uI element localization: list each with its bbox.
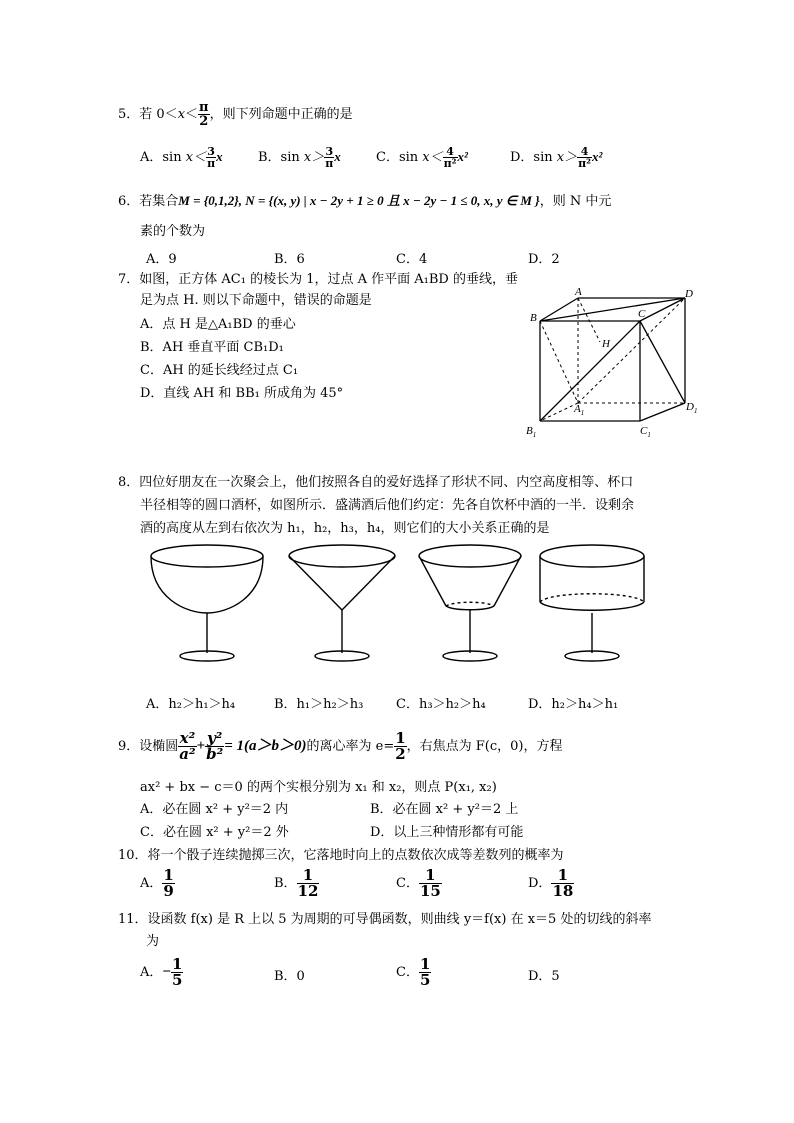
cube-label-c1: $C_1$ [640,425,651,439]
q5-option-d: D．sin x＞ $\frac{4}{\text{π²}}$ x² [510,145,603,170]
glass-frustum [419,545,521,661]
cube-label-a: A [575,286,582,298]
q7-option-c: C．AH 的延长线经过点 C₁ [140,363,299,378]
q6-option-d: D．2 [528,252,560,267]
q8-option-b: B．h₁＞h₂＞h₃ [274,697,364,712]
q11-option-c: C． $\frac{1}{5}$ [396,955,431,989]
q8-stem-line3: 酒的高度从左到右依次为 h₁，h₂，h₃，h₄，则它们的大小关系正确的是 [140,521,550,536]
glass-cone [289,545,395,661]
q9-option-c: C．必在圆 x² + y²＝2 外 [140,825,289,840]
q5-stem-post: ，则下列命题中正确的是 [209,107,353,122]
cube-label-d1: $D_1$ [686,401,698,415]
cube-label-b: B [530,312,537,324]
q5-option-c: C．sin x＜ $\frac{4}{\text{π²}}$ x² [376,145,468,170]
q11-option-d: D．5 [528,969,560,984]
q5-stem [118,101,353,128]
q5-option-b: B．sin x＞ $\frac{3}{\pi}$ x [258,145,341,170]
q7-stem-line2: 足为点 H. 则以下命题中，错误的命题是 [140,293,372,308]
q5-option-a: A．sin x＜ $\frac{3}{\pi}$ x [140,145,223,170]
q9-frac-e: $\frac{1}{2}$ [395,729,406,763]
q7-stem-line1: 7．如图，正方体 AC₁ 的棱长为 1，过点 A 作平面 A₁BD 的垂线，垂 [118,272,518,287]
q8-option-a: A．h₂＞h₁＞h₄ [146,697,236,712]
q10-stem: 10．将一个骰子连续抛掷三次，它落地时向上的点数依次成等差数列的概率为 [118,848,564,863]
q10-option-a: A． $\frac{1}{9}$ [140,866,174,900]
q7-option-d: D．直线 AH 和 BB₁ 所成角为 45° [140,386,344,401]
cube-label-b1: $B_1$ [526,425,537,439]
q11-stem-line1: 11．设函数 f(x) 是 R 上以 5 为周期的可导偶函数，则曲线 y＝f(x) 在 x＝5 处的切线的斜率 [118,912,652,927]
q11-stem-line2: 为 [146,934,160,949]
q6-option-a: A．9 [146,252,177,267]
q8-stem-line2: 半径相等的圆口酒杯，如图所示．盛满酒后他们约定：先各自饮杯中酒的一半．设剩余 [140,498,635,513]
q6-stem-line2: 素的个数为 [140,224,206,239]
q10-option-c: C． $\frac{1}{15}$ [396,866,441,900]
q6-stem: 6．若集合M = {0,1,2}, N = {(x, y) | x − 2y + 1 ≥ 0 且 x − 2y − 1 ≤ 0, x, y ∈ M }，则 N 中元 [118,193,612,209]
q5-stem-lt: ＜ [185,107,199,122]
cube-label-h: H [602,338,610,350]
cube-label-c: C [638,308,646,320]
q9-frac-y: $\frac{\text{y²}}{\text{b²}}$ [206,729,224,763]
q10-option-b: B． $\frac{1}{12}$ [274,866,319,900]
q10-option-d: D． $\frac{1}{18}$ [528,866,574,900]
q9-stem-line2: ax² + bx − c＝0 的两个实根分别为 x₁ 和 x₂，则点 P(x₁, x₂) [140,780,497,795]
q9-stem: 9．设椭圆 $\frac{\text{x²}}{\text{a²}}$ + $\frac{\text{y²}}{\text{b²}}$ = 1(a＞b＞0)的离心率为 e= $\frac{1}{2}$ ，右焦点为 F(c，0)，方程 [118,729,563,763]
q11-option-b: B．0 [274,969,305,984]
q6-option-c: C．4 [396,252,428,267]
q5-pi-over-2: $\frac{\pi}{2}$ [199,100,209,129]
q8-option-d: D．h₂＞h₄＞h₁ [528,697,619,712]
q8-option-c: C．h₃＞h₂＞h₄ [396,697,486,712]
q5-stem-pre: 5．若 0＜ [118,107,178,122]
q5-stem-x: x [177,107,186,122]
q6-option-b: B．6 [274,252,305,267]
q7-option-b: B．AH 垂直平面 CB₁D₁ [140,340,284,355]
wine-glasses-figure [140,540,660,670]
glass-hemisphere [151,545,263,661]
cube-label-a1: $A_1$ [574,403,585,417]
q9-option-d: D．以上三种情形都有可能 [370,825,524,840]
q7-option-a: A．点 H 是△A₁BD 的垂心 [140,317,296,332]
cube-figure [520,285,710,445]
q9-frac-x: $\frac{\text{x²}}{\text{a²}}$ [179,729,196,763]
cube-label-d: D [685,288,693,300]
q8-stem-line1: 8．四位好朋友在一次聚会上，他们按照各自的爱好选择了形状不同、内空高度相等、杯口 [118,475,634,490]
q11-option-a: A．− $\frac{1}{5}$ [140,955,183,989]
glass-cylinder [540,545,644,661]
q9-option-a: A．必在圆 x² + y²＝2 内 [140,802,289,817]
q9-option-b: B．必在圆 x² + y²＝2 上 [370,802,519,817]
